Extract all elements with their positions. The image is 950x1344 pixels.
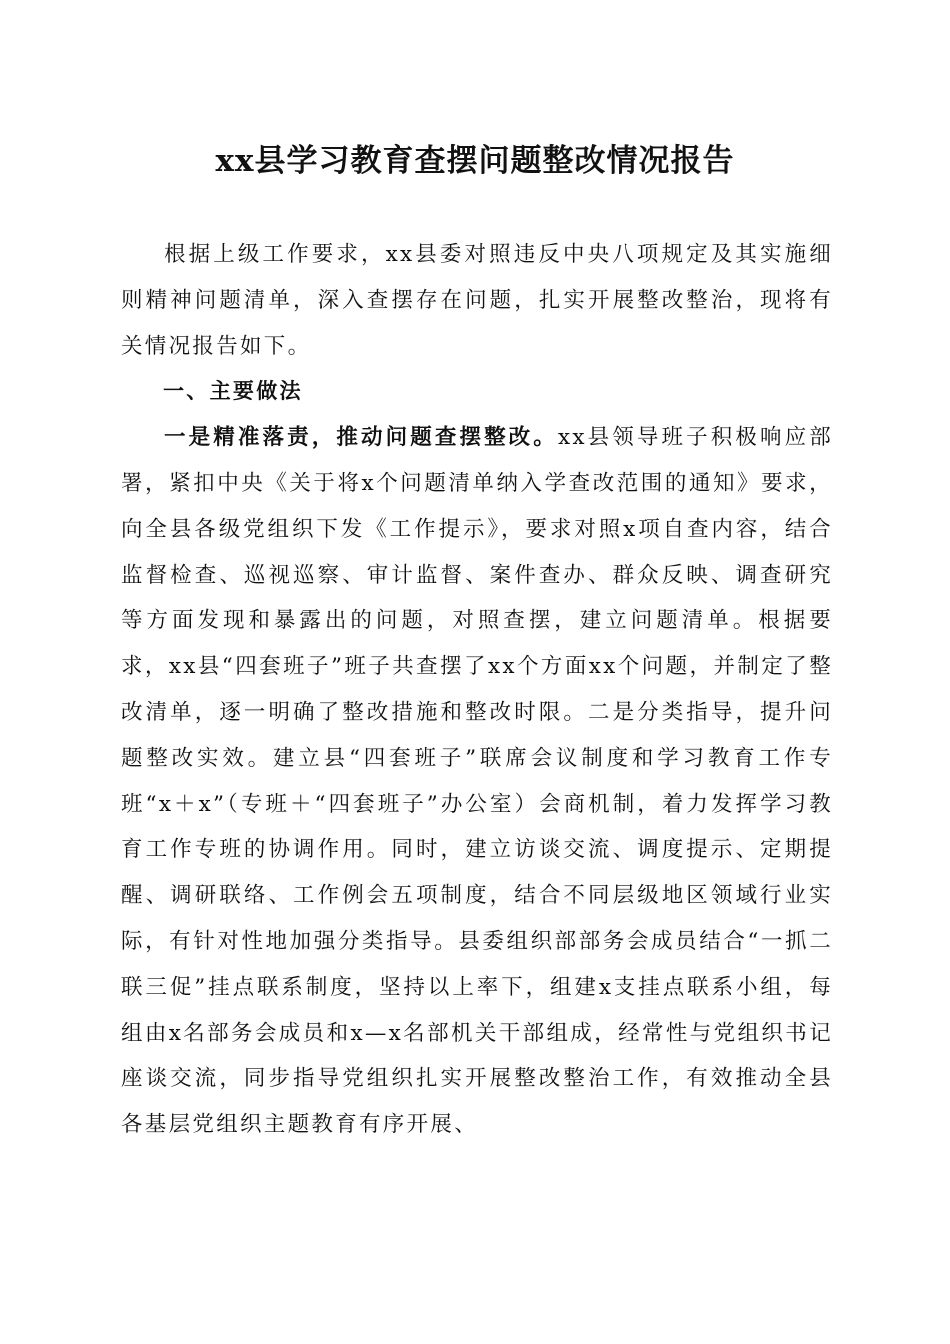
document-body: [121, 232, 833, 1148]
section-heading-main-practices: 一、主要做法: [163, 379, 303, 404]
paragraph-body-text: xx县领导班子积极响应部署，紧扣中央《关于将x个问题清单纳入学查改范围的通知》要求，向全县各级党组织下发《工作提示》，要求对照x项自查内容，结合监督检查、巡视巡察、审计监督、案件查办、群众反映、调查研究等方面发现和暴露出的问题，对照查摆，建立问题清单。根据要求，xx县“四套班子”班子共查摆了xx个方面xx个问题，并制定了整改清单，逐一明确了整改措施和整改时限。二是分类指导，提升问题整改实效。建立县“四套班子”联席会议制度和学习教育工作专班“x＋x”（专班＋“四套班子”办公室）会商机制，着力发挥学习教育工作专班的协调作用。同时，建立访谈交流、调度提示、定期提醒、调研联络、工作例会五项制度，结合不同层级地区领域行业实际，有针对性地加强分类指导。县委组织部部务会成员结合“一抓二联三促”挂点联系制度，坚持以上率下，组建x支挂点联系小组，每组由x名部务会成员和x—x名部机关干部组成，经常性与党组织书记座谈交流，同步指导党组织扎实开展整改整治工作，有效推动全县各基层党组织主题教育有序开展、: [121, 425, 833, 1138]
intro-paragraph: 根据上级工作要求，xx县委对照违反中央八项规定及其实施细则精神问题清单，深入查摆存在问题，扎实开展整改整治，现将有关情况报告如下。: [121, 242, 833, 359]
practice-paragraph: [121, 415, 833, 1148]
document-title: xx县学习教育查摆问题整改情况报告: [215, 143, 735, 179]
paragraph-lead-phrase: 一是精准落责，推动问题查摆整改。: [164, 425, 558, 451]
